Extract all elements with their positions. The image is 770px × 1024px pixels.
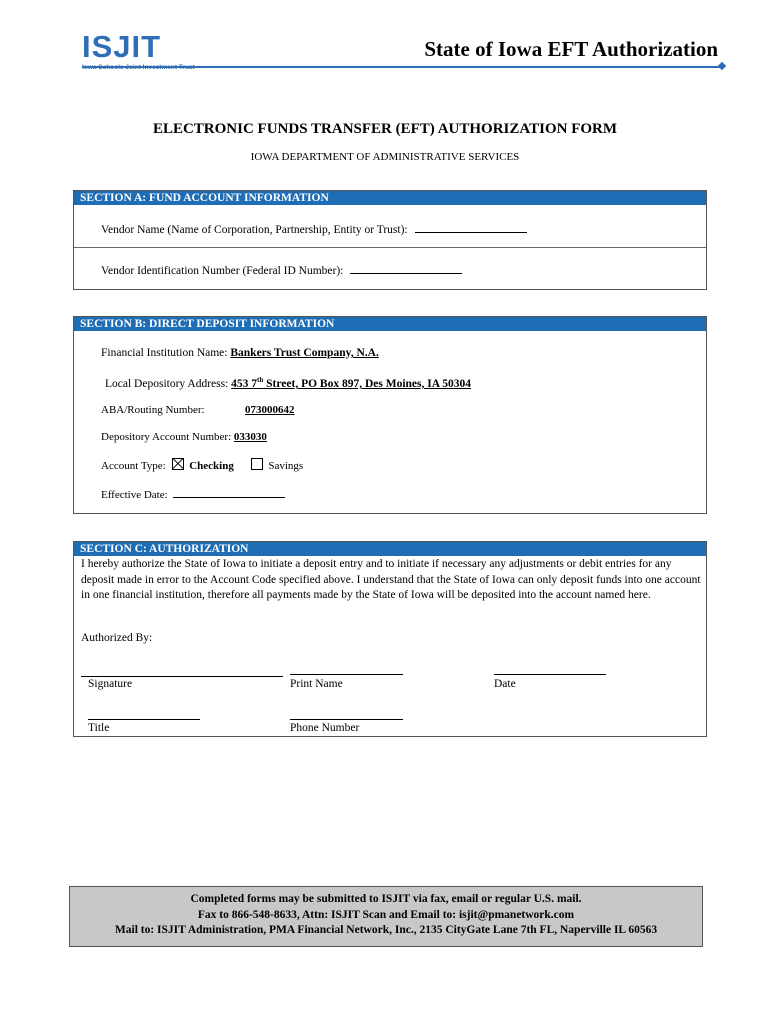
header-title: State of Iowa EFT Authorization xyxy=(424,37,718,61)
account-label: Depository Account Number: xyxy=(101,431,232,443)
footer-line-1: Completed forms may be submitted to ISJIT via fax, email or regular U.S. mail. xyxy=(190,893,582,905)
vendor-id-row xyxy=(101,263,462,277)
address-number: 453 7 xyxy=(231,377,258,390)
section-a xyxy=(73,190,707,290)
header-rule xyxy=(82,66,722,68)
print-name-label: Print Name xyxy=(290,678,343,690)
logo-text: ISJIT xyxy=(82,29,162,64)
submission-info-box xyxy=(69,886,703,947)
form-title: ELECTRONIC FUNDS TRANSFER (EFT) AUTHORIZATION FORM xyxy=(152,121,618,137)
section-c-heading: SECTION C: AUTHORIZATION xyxy=(74,542,706,556)
savings-checkbox[interactable] xyxy=(251,458,263,470)
signature-label: Signature xyxy=(88,678,133,690)
effective-date-label: Effective Date: xyxy=(101,489,168,501)
routing-value[interactable]: 073000642 xyxy=(245,404,295,416)
signature-line[interactable] xyxy=(81,676,283,677)
account-type-row xyxy=(101,458,303,472)
department-name: IOWA DEPARTMENT OF ADMINISTRATIVE SERVICES xyxy=(250,151,520,163)
institution-label: Financial Institution Name: xyxy=(101,347,228,359)
phone-line[interactable] xyxy=(290,719,403,720)
vendor-name-row xyxy=(101,222,527,236)
phone-label: Phone Number xyxy=(290,722,360,734)
savings-label: Savings xyxy=(268,460,304,472)
vendor-id-label: Vendor Identification Number (Federal ID Number): xyxy=(101,265,344,277)
row-divider xyxy=(74,247,706,248)
address-label: Local Depository Address: xyxy=(105,377,229,390)
authorized-by-label: Authorized By: xyxy=(81,632,153,644)
authorization-text: I hereby authorize the State of Iowa to initiate a deposit entry and to initiate if necessary any adjustments or debit entries for any deposit made in error to the Account Code specified above. I understand that the State of Iowa can only deposit funds into one account in one financial institution, therefore all payments made by the State of Iowa will be deposited into the account named here. xyxy=(81,558,701,601)
address-value[interactable] xyxy=(231,378,471,390)
date-label: Date xyxy=(494,678,516,690)
address-superscript: th xyxy=(257,376,264,384)
footer-line-3: Mail to: ISJIT Administration, PMA Financial Network, Inc., 2135 CityGate Lane 7th FL, Naperville IL 60563 xyxy=(114,924,658,936)
date-line[interactable] xyxy=(494,674,606,675)
institution-row xyxy=(101,347,379,359)
checking-label: Checking xyxy=(189,460,234,472)
account-row xyxy=(101,431,267,443)
section-c xyxy=(73,541,707,737)
routing-label: ABA/Routing Number: xyxy=(101,404,205,416)
effective-date-row xyxy=(101,487,285,501)
header-rule-diamond xyxy=(718,62,726,70)
print-name-line[interactable] xyxy=(290,674,403,675)
vendor-id-field[interactable] xyxy=(350,263,462,274)
section-b xyxy=(73,316,707,514)
footer-line-2: Fax to 866-548-8633, Attn: ISJIT Scan and Email to: isjit@pmanetwork.com xyxy=(197,908,575,921)
address-row xyxy=(105,376,471,390)
section-a-heading: SECTION A: FUND ACCOUNT INFORMATION xyxy=(74,191,706,205)
account-type-label: Account Type: xyxy=(101,460,166,472)
section-b-heading: SECTION B: DIRECT DEPOSIT INFORMATION xyxy=(74,317,706,331)
vendor-name-field[interactable] xyxy=(415,222,527,233)
account-value[interactable]: 033030 xyxy=(233,431,267,443)
isjit-logo xyxy=(82,30,202,76)
checking-checkbox[interactable] xyxy=(172,458,184,470)
vendor-name-label: Vendor Name (Name of Corporation, Partnership, Entity or Trust): xyxy=(101,224,408,236)
address-rest: Street, PO Box 897, Des Moines, IA 50304 xyxy=(263,377,472,390)
title-label: Title xyxy=(88,722,110,734)
effective-date-field[interactable] xyxy=(173,487,285,498)
title-line[interactable] xyxy=(88,719,200,720)
institution-value[interactable]: Bankers Trust Company, N.A. xyxy=(230,347,379,359)
